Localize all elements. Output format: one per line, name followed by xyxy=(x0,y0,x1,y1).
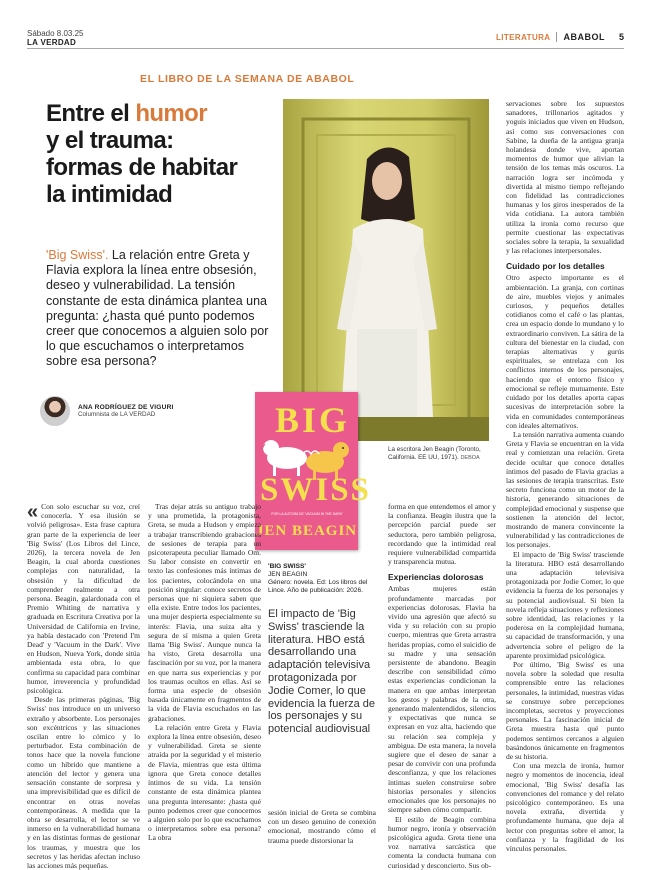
header-section-block xyxy=(496,31,624,43)
photo-credit: DEBOA xyxy=(460,455,480,461)
author-byline xyxy=(40,396,174,426)
photo-caption-text: La escritora Jen Beagin (Toronto, California. EE UU, 1971). xyxy=(388,446,481,461)
book-info-details: Género: novela. Ed: Los libros del Lince. Año de publicación: 2026. xyxy=(268,579,368,595)
headline-part3: formas de habitar xyxy=(46,154,238,181)
photo-caption xyxy=(388,446,492,462)
body-paragraph: Ambas mujeres están profundamente marcadas por experiencias dolorosas. Flavia ha vivido una agresión que afectó su vida y su relación con su propio cuerpo, mientras que Greta arrastra heridas propias, como el suicidio de su madre y una sensación persistente de abandono. Beagin describe con sensibilidad cómo estas experiencias condicionan la manera en que ambas interpretan los gestos y palabras de la otra, generando malentendidos, silencios y expectativas que nunca se expresan en voz alta, haciendo que su relación sea compleja y ambigua. De esta manera, la novela sugiere que el deseo de sanar a pesar de convivir con una profunda desconfianza, y que los relaciones íntimas suelen construirse sobre historias personales y silencios emocionales que los personajes no siempre saben cómo compartir. xyxy=(388,584,496,815)
book-info-title: 'BIG SWISS' xyxy=(268,563,306,570)
book-cover xyxy=(255,392,371,550)
body-paragraph: forma en que entendemos el amor y la confianza. Beagin ilustra que la percepción parcial puede ser seductora, pero también peligrosa, recordando que la intimidad real requiere vulnerabilidad compartida y transparencia mutua. xyxy=(388,502,496,567)
body-column-5 xyxy=(506,99,624,854)
pull-quote: El impacto de 'Big Swiss' trasciende la literatura. HBO está desarrollando una adaptación televisiva protagonizada por Jodie Comer, lo que evidencia la fuerza de los personajes y su potencial audiovisual xyxy=(268,608,376,736)
subheadline-lead: 'Big Swiss'. xyxy=(46,248,109,262)
body-paragraph: Otro aspecto importante es el ambientación. La granja, con cortinas de aire, muebles viejos y animales curiosos, y pequeños detalles cotidianos como el café o las plantas, crea un espacio donde lo mundano y lo extraordinario conviven. La sátira de la cultura del bienestar en la ciudad, con terapias alternativas y gurús espirituales, se entrelaza con los conflictos internos de los personajes, haciendo que el entorno físico y emocional se refleje mutuamente. Este cuidado por los detalles aporta capas sucesivas de interpretación sobre la vida en comunidades contemporáneas con ideales alternativos. xyxy=(506,273,624,430)
author-name: ANA RODRÍGUEZ DE VIGURI xyxy=(78,404,174,411)
author-text xyxy=(78,404,174,418)
subheading-cuidado: Cuidado por los detalles xyxy=(506,261,605,272)
body-paragraph: Por último, 'Big Swiss' es una novela sobre la soledad que resulta comprensible entre las relaciones personales, la intimidad, nuestras vidas se construye sobre percepciones incompletas, secretos y proyecciones personales. La fascinación inicial de Greta muestra hasta qué punto podemos sentirnos cercanos a alguien basándonos únicamente en fragmentos de su historia. xyxy=(506,659,624,762)
book-title-line2: SWISS xyxy=(260,472,371,508)
author-photo xyxy=(283,99,489,441)
headline-part1: Entre el xyxy=(46,100,136,127)
body-paragraph: Tras dejar atrás su antiguo trabajo y una prometida, la protagonista, Greta, se muda a Hudson y empieza a trabajar transcribiendo grabaciones de sesiones de terapia para un psicoterapeuta peculiar llamado Om. Su labor consiste en convertir en texto las confesiones más íntimas de los pacientes, colocándola en una posición singular: conoce secretos de personas que ni siquiera saben que ella existe. Entre todos los pacientes, una mujer despierta especialmente su interés: Flavia, una suiza alta y segura de sí misma a quien Greta llama 'Big Swiss'. Aunque nunca la ha visto, Greta desarrolla una fascinación por su voz, por la manera en que narra sus experiencias y por los traumas ocultos en ellas. Así se forma una especie de obsesión basada únicamente en fragmentos de la vida de Flavia escuchados en las grabaciones. xyxy=(148,502,261,723)
open-quote-glyph: « xyxy=(27,501,39,523)
subheading-experiencias: Experiencias dolorosas xyxy=(388,572,484,583)
author-photo-illustration xyxy=(283,99,489,441)
subheadline xyxy=(46,248,276,370)
book-author: JEN BEAGIN xyxy=(255,523,358,539)
body-column-2 xyxy=(148,502,261,843)
header-rule xyxy=(27,48,624,49)
subheadline-text: La relación entre Greta y Flavia explora la línea entre obsesión, deseo y vulnerabilidad. La tensión constante de esta dinámica plantea una pregunta: ¿hasta qué punto podemos creer que conocemos a alguien solo por lo que escuchamos o interpretamos sobre esa persona? xyxy=(46,248,269,369)
header-date: Sábado 8.03.25 xyxy=(27,29,84,38)
author-role: Columnista de LA VERDAD xyxy=(78,411,156,418)
body-paragraph: « Con solo escuchar su voz, creí conocerla. Y esa ilusión se volvió peligrosa». Esta frase captura gran parte de la experiencia de leer 'Big Swiss' (Los Libros del Lince, 2026), la tercera novela de Jen Beagin, la cual aborda cuestiones complejas con naturalidad, la obsesión y la dificultad de comprender realmente a otra persona. Beagin, galardonada con el Premio Whiting de narrativa y graduada en Escritura Creativa por la Universidad de California en Irvine, ya había destacado con 'Pretend I'm Dead' y 'Vacuum in the Dark'. Vive en Hudson, Nueva York, donde sitúa ambientada esta obra, lo que confirma su capacidad para combinar humor, irreverencia y profundidad psicológica. xyxy=(27,501,140,696)
section-kicker: EL LIBRO DE LA SEMANA DE ABABOL xyxy=(140,73,355,85)
body-column-3 xyxy=(268,808,376,846)
author-avatar xyxy=(40,396,70,426)
body-paragraph: servaciones sobre los supuestos sanadores, trillonarios agitados y yoguis iniciados que viven en Hudson, así como sus conversaciones con Sabine, la dueña de la antigua granja holandesa donde vive, aportan momentos de humor que alivian la tensión de los temas más oscuros. La narración logra ser incómoda y divertida al mismo tiempo reflejando con fidelidad las contradicciones humanas y los giros inesperados de la vida cotidiana. La autora también utiliza la ironía como recurso que permite cuestionar las expectativas sociales sobre la terapia, la sexualidad y las relaciones interpersonales. xyxy=(506,99,624,256)
body-paragraph: sesión inicial de Greta se combina con un deseo genuino de conexión emocional, mostrando cómo el trauma puede distorsionar la xyxy=(268,808,376,845)
header-supplement: ABABOL xyxy=(563,32,605,42)
body-paragraph: El impacto de 'Big Swiss' trasciende la literatura. HBO está desarrollando una adaptación televisiva protagonizada por Jodie Comer, lo que evidencia la fuerza de los personajes y su potencial audiovisual. Si bien la novela refleja situaciones y reflexiones sobre identidad, las relaciones y la poderosa en la complejidad humana, su capacidad de transformación, y una advertencia sobre el peligro de la aparente proximidad psicológica. xyxy=(506,549,624,660)
header-divider xyxy=(556,32,557,42)
body-paragraph: El estilo de Beagin combina humor negro, ironía y observación psicológica aguda. Greta tiene una voz narrativa sarcástica que comenta la conducta humana con curiosidad y desconcierto. Sus ob- xyxy=(388,814,496,870)
book-title-line1: BIG xyxy=(275,400,351,440)
dog-illustration-left xyxy=(262,440,307,476)
headline xyxy=(46,100,282,208)
book-tagline: POR LA AUTORA DE 'VACUUM IN THE DARK' xyxy=(271,512,343,516)
body-column-1 xyxy=(27,501,140,870)
page-number: 5 xyxy=(618,32,624,42)
book-info xyxy=(268,563,374,595)
body-column-4 xyxy=(388,502,496,870)
headline-highlight: humor xyxy=(135,100,207,127)
header-paper-name: LA VERDAD xyxy=(27,38,77,47)
headline-part4: la intimidad xyxy=(46,181,173,208)
header-section: LITERATURA xyxy=(495,32,551,42)
body-paragraph: La relación entre Greta y Flavia explora la línea entre obsesión, deseo y vulnerabilidad. Greta se siente atraída por la seguridad y el misterio de Flavia, mientras que esta última ignora que Greta conoce detalles íntimos de su vida. La tensión constante de esta dinámica plantea una pregunta interesante: ¿hasta qué punto podemos creer que conocemos a alguien solo por lo que escuchamos o interpretamos sobre esa persona? La obra xyxy=(148,722,261,843)
headline-part2: y el trauma: xyxy=(46,127,174,154)
body-paragraph: La tensión narrativa aumenta cuando Greta y Flavia se encuentran en la vida real y comienzan una relación. Greta decide ocultar que conoce detalles íntimos del pasado de Flavia gracias a las sesiones de terapia transcritas. Este secreto funciona como un motor de la historia, generando situaciones de complejidad emocional y suspense que sostienen la atención del lector, mostrando de manera convincente la vulnerabilidad y las contradicciones de los personajes. xyxy=(506,429,624,550)
book-info-author: JEN BEAGIN xyxy=(268,571,308,579)
body-paragraph: Desde las primeras páginas, 'Big Swiss' nos introduce en un universo extraño y absorbente. Los personajes son excéntricos y las situaciones oscilan entre lo cómico y lo perturbador. Esta combinación de tonos hace que la novela funcione como un híbrido que mantiene a atención del lector y genera una sensación constante de sorpresa y una imprevisibilidad que es difícil de encontrar en otras novelas contemporáneas. A medida que la obra se desarrolla, el lector se ve inmerso en la vulnerabilidad humana y en las distintas formas de gestionar los traumas, y muestra que los secretos y las heridas afectan incluso las acciones más pequeñas. xyxy=(27,695,140,870)
body-paragraph: Con una mezcla de ironía, humor negro y momentos de inocencia, ideal emocional, 'Big Swiss' desafía las convenciones del romance y del relato psicológico contemporáneo. Es una novela extraña, divertida y profundamente humana, que deja al lector con preguntas sobre el amor, la confianza y la fragilidad de los vínculos personales. xyxy=(506,761,624,854)
